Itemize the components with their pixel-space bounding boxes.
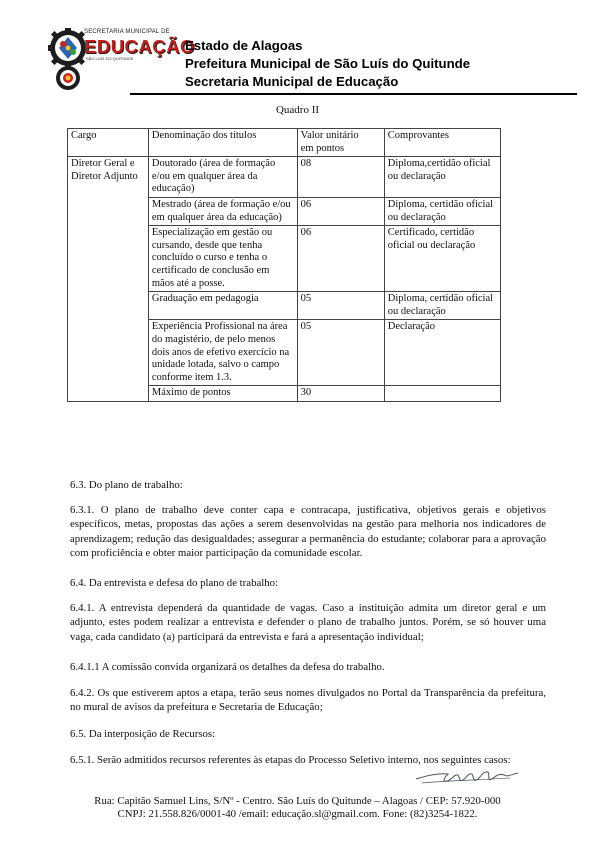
valor-cell: 06 — [297, 197, 384, 225]
table-row — [68, 157, 501, 198]
header-cargo: Cargo — [68, 129, 149, 157]
valor-cell: 05 — [297, 320, 384, 386]
comprovante-cell: Diploma,certidão oficial ou declaração — [384, 157, 500, 198]
titulo-cell: Graduação em pedagogia — [148, 292, 297, 320]
header-divider — [130, 93, 577, 95]
section-heading-entrevista: 6.4. Da entrevista e defesa do plano de trabalho: — [70, 577, 279, 589]
footer-contact: CNPJ: 21.558.826/0001-40 /email: educação.sl@gmail.com. Fone: (82)3254-1822. — [117, 808, 478, 820]
titulo-cell: Experiência Profissional na área do magistério, de pelo menos dois anos de efetivo exercício na unidade lotada, salvo o campo conforme item 1.3. — [148, 320, 297, 386]
empty-cell — [384, 386, 500, 402]
signature-icon — [414, 765, 524, 787]
department-name: Secretaria Municipal de Educação — [185, 74, 399, 89]
state-name: Estado de Alagoas — [185, 38, 303, 53]
header-comprovantes: Comprovantes — [384, 129, 500, 157]
paragraph-6-4-1-1: 6.4.1.1 A comissão convida organizará os detalhes da defesa do trabalho. — [70, 661, 385, 673]
comprovante-cell: Diploma, certidão oficial ou declaração — [384, 292, 500, 320]
secretaria-logo — [46, 28, 195, 98]
paragraph-6-5-1: 6.5.1. Serão admitidos recursos referentes às etapas do Processo Seletivo interno, nos seguintes casos: — [70, 754, 511, 766]
titulo-cell: Mestrado (área de formação e/ou em qualquer área da educação) — [148, 197, 297, 225]
valor-cell: 08 — [297, 157, 384, 198]
titulo-cell: Doutorado (área de formação e/ou em qualquer área da educação) — [148, 157, 297, 198]
paragraph-6-3-1: 6.3.1. O plano de trabalho deve conter capa e contracapa, justificativa, objetivos gerais e objetivos específicos, metas, propostas das ações a serem desenvolvidas na gestão para melhoria nos indicadores de aprendizagem; redução das desigualdades; assegurar a permanência do estudante; colaborar para a aprovação com proficiência e obter maior participação da comunidade escolar. — [70, 504, 546, 560]
logo-small-text: SECRETARIA MUNICIPAL DE — [84, 29, 170, 35]
comprovante-cell: Diploma, certidão oficial ou declaração — [384, 197, 500, 225]
comprovante-cell: Certificado, certidão oficial ou declaração — [384, 226, 500, 292]
organization-title — [185, 37, 470, 91]
city-hall-name: Prefeitura Municipal de São Luís do Quitunde — [185, 56, 471, 71]
paragraph-6-4-2: 6.4.2. Os que estiverem aptos a etapa, terão seus nomes divulgados no Portal da Transparência da prefeitura, no mural de avisos da prefeitura e Secretaria de Educação; — [70, 687, 546, 714]
paragraph-6-4-1: 6.4.1. A entrevista dependerá da quantidade de vagas. Caso a instituição admita um diretor geral e um adjunto, estes podem realizar a entrevista e defender o plano de trabalho juntos. Porém, se só houver uma vaga, cada candidato (a) participará da entrevista e fará a apresentação individual; — [70, 602, 546, 643]
table-header-row — [68, 129, 501, 157]
cargo-cell: Diretor Geral e Diretor Adjunto — [68, 157, 149, 402]
comprovante-cell: Declaração — [384, 320, 500, 386]
valor-cell: 05 — [297, 292, 384, 320]
scoring-table — [67, 128, 501, 402]
logo-main-text: EDUCAÇÃO — [84, 36, 195, 57]
letterhead — [46, 26, 576, 96]
footer-address: Rua: Capitão Samuel Lins, S/Nº - Centro. São Luís do Quitunde – Alagoas / CEP: 57.920-000 — [94, 795, 501, 807]
titulo-cell: Especialização em gestão ou cursando, desde que tenha concluído o curso e tenha o certificado de conclusão em mãos até a posse. — [148, 226, 297, 292]
header-titulos: Denominação dos títulos — [148, 129, 297, 157]
logo-sub-text: SÃO LUÍS DO QUITUNDE — [86, 56, 134, 61]
section-heading-recursos: 6.5. Da interposição de Recursos: — [70, 728, 216, 740]
total-value-cell: 30 — [297, 386, 384, 402]
section-heading-plano: 6.3. Do plano de trabalho: — [70, 479, 183, 491]
valor-cell: 06 — [297, 226, 384, 292]
header-valor: Valor unitário em pontos — [297, 129, 384, 157]
table-caption: Quadro II — [275, 104, 320, 116]
total-label-cell: Máximo de pontos — [148, 386, 297, 402]
